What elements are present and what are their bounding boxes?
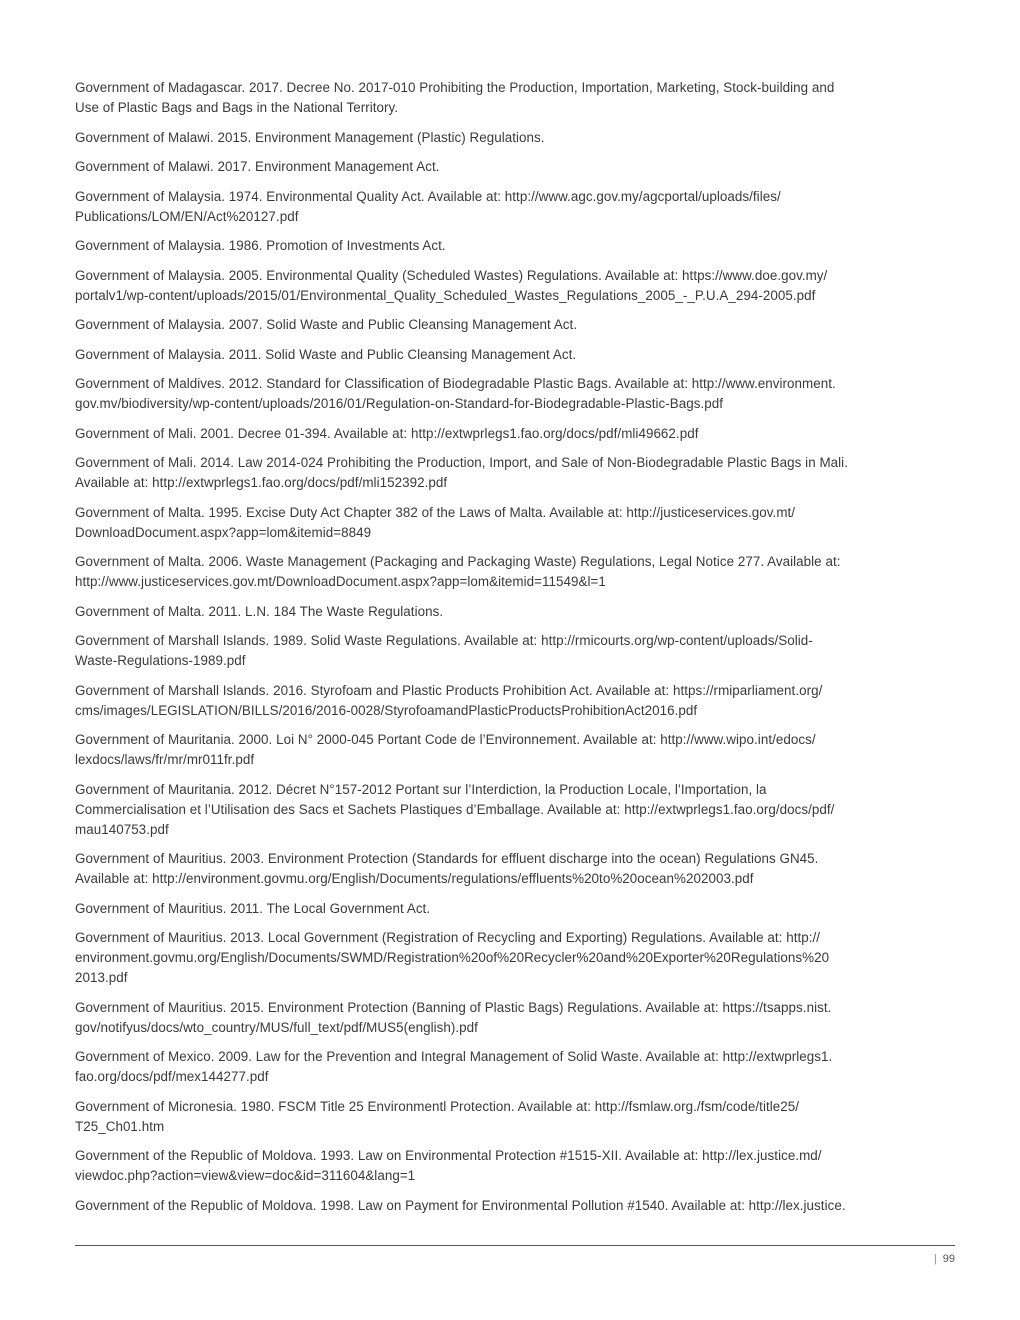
reference-entry: Government of Mauritania. 2012. Décret N°157-2012 Portant sur l’Interdiction, la Production Locale, l’Importation, la Commercialisation et l’Utilisation des Sacs et Sachets Plastiques d’Emballage. Available at: http://extwprlegs1.fao.org/docs/pdf/ mau140753.pdf: [75, 781, 835, 837]
reference-entry: Government of Mauritius. 2015. Environment Protection (Banning of Plastic Bags) Regulations. Available at: https://tsapps.nist. gov/notifyus/docs/wto_country/MUS/full_text/pdf/MUS5(english).pdf: [75, 999, 832, 1035]
reference-entry: Government of Malaysia. 1986. Promotion of Investments Act.: [75, 238, 446, 253]
reference-entry: Government of Mali. 2001. Decree 01-394. Available at: http://extwprlegs1.fao.org/docs/pdf/mli49662.pdf: [75, 425, 699, 441]
reference-entry: Government of Micronesia. 1980. FSCM Title 25 Environmentl Protection. Available at: http://fsmlaw.org./fsm/code/title25/ T25_Ch01.htm: [75, 1098, 800, 1134]
reference-entry: Government of Marshall Islands. 1989. Solid Waste Regulations. Available at: http://rmicourts.org/wp-content/uploads/Solid- Waste-Regulations-1989.pdf: [75, 633, 813, 668]
footer-separator: |: [933, 1253, 937, 1265]
reference-entry: Government of Mauritania. 2000. Loi N° 2000-045 Portant Code de l’Environnement. Available at: http://www.wipo.int/edocs/ lexdocs/laws/fr/mr/mr011fr.pdf: [75, 732, 816, 767]
reference-list: [75, 78, 940, 1225]
footer-divider: [75, 1245, 955, 1246]
reference-entry: Government of Malta. 2006. Waste Management (Packaging and Packaging Waste) Regulations, Legal Notice 277. Available at: http://www.justiceservices.gov.mt/DownloadDocument.aspx?app=lom&itemid=11549&l=1: [75, 554, 841, 589]
reference-entry: Government of Malaysia. 1974. Environmental Quality Act. Available at: http://www.agc.gov.my/agcportal/uploads/files/ Publications/LOM/EN/Act%20127.pdf: [75, 188, 781, 224]
reference-entry: Government of Malawi. 2017. Environment Management Act.: [75, 159, 440, 174]
reference-entry: Government of Malta. 1995. Excise Duty Act Chapter 382 of the Laws of Malta. Available at: http://justiceservices.gov.mt/ DownloadDocument.aspx?app=lom&itemid=8849: [75, 504, 796, 540]
page-number: 99: [942, 1253, 955, 1265]
reference-entry: Government of the Republic of Moldova. 1993. Law on Environmental Protection #1515-XII. Available at: http://lex.justice.md/ viewdoc.php?action=view&view=doc&id=311604&lang=1: [75, 1148, 822, 1183]
reference-entry: Government of Malawi. 2015. Environment Management (Plastic) Regulations.: [75, 129, 545, 145]
reference-entry: Government of Malta. 2011. L.N. 184 The Waste Regulations.: [75, 603, 444, 619]
reference-entry: Government of Marshall Islands. 2016. Styrofoam and Plastic Products Prohibition Act. Available at: https://rmiparliament.org/ cms/images/LEGISLATION/BILLS/2016/2016-0028/StyrofoamandPlasticProductsProhibitionAct2016.pdf: [75, 682, 823, 718]
reference-entry: Government of Malaysia. 2011. Solid Waste and Public Cleansing Management Act.: [75, 346, 577, 362]
reference-entry: Government of Mali. 2014. Law 2014-024 Prohibiting the Production, Import, and Sale of Non-Biodegradable Plastic Bags in Mali. Available at: http://extwprlegs1.fao.org/docs/pdf/mli152392.pdf: [75, 455, 848, 490]
reference-entry: Government of Malaysia. 2007. Solid Waste and Public Cleansing Management Act.: [75, 317, 578, 332]
page-footer: [934, 1253, 955, 1265]
reference-entry: Government of Mauritius. 2013. Local Government (Registration of Recycling and Exporting) Regulations. Available at: http:// environment.govmu.org/English/Documents/SWMD/Registration%20of%20Recycler%20and%20Exporter%20Regulations%20 2013.pdf: [75, 930, 830, 985]
reference-entry: Government of Mauritius. 2003. Environment Protection (Standards for effluent discharge into the ocean) Regulations GN45. Available at: http://environment.govmu.org/English/Documents/regulations/effluents%20to%20ocean%202003.pdf: [75, 851, 819, 886]
reference-entry: Government of Mexico. 2009. Law for the Prevention and Integral Management of Solid Waste. Available at: http://extwprlegs1. fao.org/docs/pdf/mex144277.pdf: [75, 1049, 833, 1084]
reference-entry: Government of Malaysia. 2005. Environmental Quality (Scheduled Wastes) Regulations. Available at: https://www.doe.gov.my/ portalv1/wp-content/uploads/2015/01/Environmental_Quality_Scheduled_Wastes_Regulations_2005_-_P.U.A_294-2005.pdf: [75, 267, 828, 303]
reference-entry: Government of Mauritius. 2011. The Local Government Act.: [75, 900, 431, 916]
reference-entry: Government of Maldives. 2012. Standard for Classification of Biodegradable Plastic Bags. Available at: http://www.environment. gov.mv/biodiversity/wp-content/uploads/2016/01/Regulation-on-Standard-for-Biodegradable-Plastic-Bags.pdf: [75, 376, 836, 411]
reference-entry: Government of the Republic of Moldova. 1998. Law on Payment for Environmental Pollution #1540. Available at: http://lex.justice.: [75, 1197, 846, 1213]
reference-entry: Government of Madagascar. 2017. Decree No. 2017-010 Prohibiting the Production, Importation, Marketing, Stock-building and Use of Plastic Bags and Bags in the National Territory.: [75, 80, 835, 115]
